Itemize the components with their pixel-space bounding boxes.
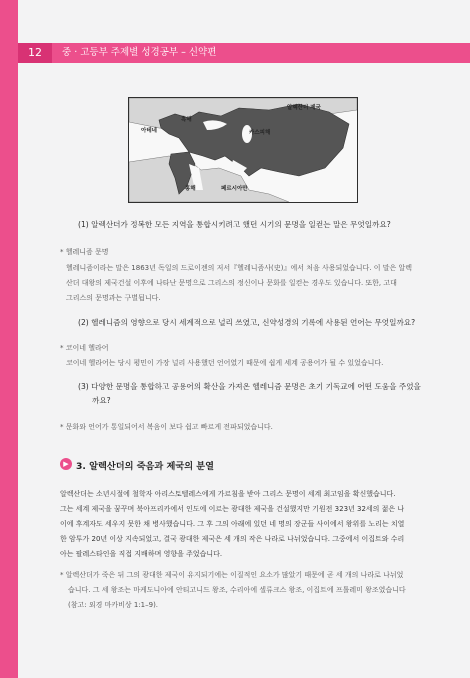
answer-1-line: 그리스의 문명과는 구별됩니다. [66,294,161,302]
map-label-redsea: 홍해 [185,186,196,192]
map-label-empire: 알렉산더 제국 [287,105,321,111]
question-3-line-2: 까요? [92,396,111,405]
question-2: (2) 헬레니즘의 영향으로 당시 세계적으로 널리 쓰였고, 신약성경의 기록에 사용된 언어는 무엇일까요? [78,318,416,327]
answer-2-line: 코이네 헬라어는 당시 평민이 가장 널리 사용했던 언어였기 때문에 쉽게 세계 공용어가 될 수 있었습니다. [66,359,384,367]
left-accent-bar [0,0,18,678]
answer-1-line: 헬레니즘이라는 말은 1863년 독일의 드로이젠의 저서『헬레니즘사(史)』에서 처음 사용되었습니다. 이 말은 알렉 [66,264,412,272]
section-title: 3. 알렉산더의 죽음과 제국의 분열 [76,461,215,472]
note-line: * 알렉산더가 죽은 뒤 그의 광대한 제국이 유지되기에는 이질적인 요소가 많았기 때문에 곧 세 개의 나라로 나뉘었 [60,571,404,579]
header-title: 중 · 고등부 주제별 성경공부 – 신약편 [62,47,217,58]
empire-map [128,97,358,203]
body-line: 그는 세계 제국을 꿈꾸며 북아프리카에서 인도에 이르는 광대한 제국을 건설했지만 기원전 323년 32세의 젊은 나 [60,505,405,513]
note-line: 습니다. 그 세 왕조는 마케도니아에 안티고니드 왕조, 수리아에 셀류크스 왕조, 이집트에 프톨레미 왕조였습니다 [68,586,406,594]
note-line: (참고: 외경 마카비상 1:1–9). [68,601,159,609]
map-label-caspian: 카스피해 [249,130,271,136]
body-line: 알렉산더는 소년시절에 철학자 아리스토텔레스에게 가르침을 받아 그리스 문명이 세계 최고임을 확신했습니다. [60,490,396,498]
map-label-persian-gulf: 페르시아만 [221,186,248,192]
question-1: (1) 알렉산더가 정복한 모든 지역을 통합시키려고 했던 시기의 문명을 일컫는 말은 무엇일까요? [78,220,391,229]
section-bullet-icon: ▶ [60,458,72,470]
question-3-line-1: (3) 다양한 문명을 통합하고 공용어의 확산을 가져온 헬레니즘 문명은 초기 기독교에 어떤 도움을 주었을 [78,382,421,391]
answer-2-title: * 코이네 헬라어 [60,344,109,352]
body-line: 한 암투가 20년 이상 지속되었고, 결국 광대한 제국은 세 개의 작은 나라로 나뉘었습니다. 그중에서 이집트와 수리 [60,535,405,543]
body-line: 아는 팔레스타인을 직접 지배하며 영향을 주었습니다. [60,550,223,558]
answer-3: * 문화와 언어가 통일되어서 복음이 보다 쉽고 빠르게 전파되었습니다. [60,423,273,431]
body-line: 이에 후계자도 세우지 못한 채 병사했습니다. 그 후 그의 아래에 있던 네 명의 장군들 사이에서 왕위를 노리는 치열 [60,520,405,528]
map-label-blacksea: 흑해 [181,117,192,123]
answer-1-line: 산더 대왕의 제국건설 이후에 나타난 문명으로 그리스의 정신이나 문화를 일컫는 경우도 있습니다. 또한, 고대 [66,279,397,287]
map-label-athens: 아테네 [141,128,157,134]
answer-1-title: * 헬레니즘 문명 [60,248,109,256]
page-number: 12 [18,43,52,63]
